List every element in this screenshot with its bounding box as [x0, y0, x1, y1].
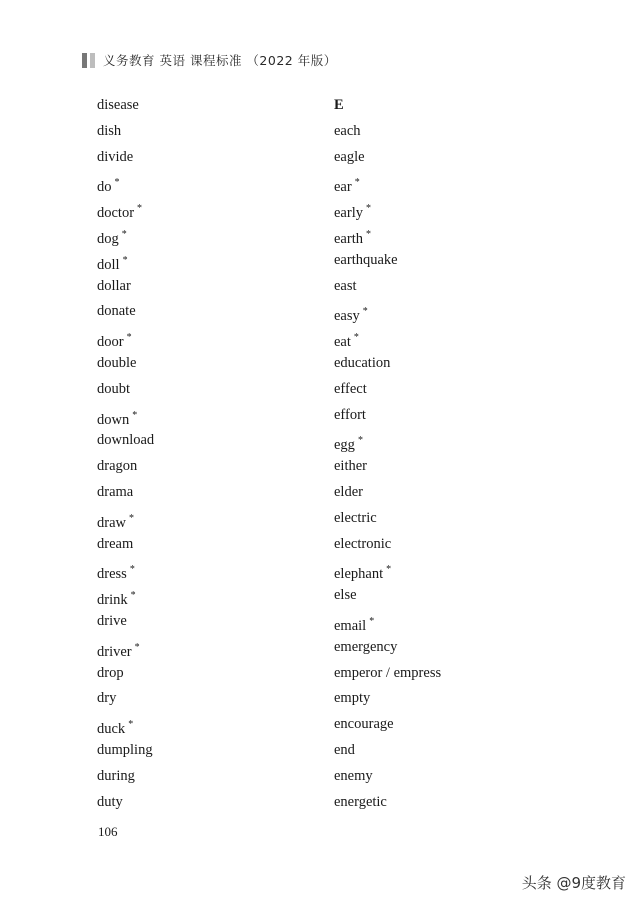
vocabulary-word — [334, 506, 441, 532]
word-text: eagle — [334, 148, 365, 165]
word-text: double — [97, 354, 137, 371]
vocabulary-word — [334, 635, 441, 661]
vocabulary-word — [334, 222, 441, 248]
vocabulary-word — [97, 248, 154, 274]
star-mark: * — [134, 641, 140, 653]
star-mark: * — [386, 564, 392, 576]
vocabulary-word — [97, 377, 154, 403]
vocabulary-word — [97, 454, 154, 480]
vocabulary-word — [334, 351, 441, 377]
vocabulary-word — [97, 635, 154, 661]
vocabulary-word — [97, 764, 154, 790]
word-text: enemy — [334, 767, 373, 784]
word-text: early — [334, 205, 363, 222]
vocabulary-word — [334, 583, 441, 609]
star-mark: * — [126, 332, 132, 344]
word-text: emperor / empress — [334, 664, 442, 681]
word-text: download — [97, 432, 155, 449]
word-text: do — [97, 179, 112, 196]
vocabulary-word — [334, 274, 441, 300]
vocabulary-word — [97, 661, 154, 687]
watermark: 头条 @9度教育 — [521, 874, 626, 892]
word-text: dog — [97, 230, 119, 247]
vocabulary-word — [97, 428, 154, 454]
header-title: 义务教育 英语 课程标准 （2022 年版） — [103, 53, 337, 68]
vocabulary-word — [334, 145, 441, 171]
word-text: E — [334, 97, 344, 113]
word-text: egg — [334, 437, 355, 454]
vocabulary-word — [97, 583, 154, 609]
word-text: dress — [97, 566, 127, 583]
word-text: effort — [334, 406, 366, 423]
word-text: email — [334, 617, 367, 634]
word-text: encourage — [334, 716, 394, 733]
header-bar-mark-light — [90, 53, 95, 68]
word-text: easy — [334, 308, 360, 325]
star-mark: * — [365, 228, 371, 240]
vocabulary-word — [334, 686, 441, 712]
word-text: end — [334, 741, 355, 758]
star-mark: * — [121, 228, 127, 240]
word-text: each — [334, 122, 361, 139]
word-text: drive — [97, 612, 127, 629]
header-bar-mark-dark — [82, 53, 87, 68]
word-text: driver — [97, 643, 132, 660]
word-text: disease — [97, 97, 139, 113]
star-mark: * — [353, 332, 359, 344]
word-text: donate — [97, 303, 136, 320]
vocabulary-word — [334, 454, 441, 480]
star-mark: * — [365, 203, 371, 215]
vocabulary-word — [97, 145, 154, 171]
vocabulary-word — [97, 93, 154, 119]
word-list-right — [334, 93, 441, 815]
vocabulary-word — [334, 790, 441, 816]
vocabulary-word — [97, 506, 154, 532]
vocabulary-word — [97, 403, 154, 429]
word-text: effect — [334, 380, 367, 397]
vocabulary-word — [334, 661, 441, 687]
word-text: dumpling — [97, 741, 153, 758]
vocabulary-word — [334, 557, 441, 583]
word-text: duty — [97, 793, 123, 810]
vocabulary-word — [97, 609, 154, 635]
star-mark: * — [137, 203, 143, 215]
vocabulary-word — [334, 738, 441, 764]
word-text: education — [334, 354, 391, 371]
vocabulary-word — [97, 119, 154, 145]
star-mark: * — [357, 435, 363, 447]
word-text: down — [97, 411, 130, 428]
vocabulary-word — [97, 196, 154, 222]
word-text: doubt — [97, 380, 131, 397]
vocabulary-word — [334, 119, 441, 145]
word-text: during — [97, 767, 135, 784]
word-text: drink — [97, 592, 128, 609]
vocabulary-word — [97, 325, 154, 351]
vocabulary-word — [97, 274, 154, 300]
star-mark: * — [129, 512, 134, 524]
star-mark: * — [132, 409, 138, 421]
word-text: empty — [334, 690, 371, 707]
word-text: door — [97, 334, 124, 351]
word-text: dry — [97, 690, 117, 707]
star-mark: * — [122, 254, 128, 266]
vocabulary-word — [334, 170, 441, 196]
word-text: draw — [97, 514, 126, 531]
vocabulary-word — [334, 764, 441, 790]
word-text: divide — [97, 148, 134, 165]
vocabulary-word — [97, 738, 154, 764]
running-header — [82, 50, 337, 70]
word-text: elephant — [334, 566, 384, 583]
star-mark: * — [369, 615, 375, 627]
word-text: drama — [97, 483, 134, 500]
vocabulary-word — [97, 686, 154, 712]
vocabulary-word — [334, 480, 441, 506]
vocabulary-word — [97, 712, 154, 738]
vocabulary-word — [97, 532, 154, 558]
word-text: electronic — [334, 535, 392, 552]
word-text: duck — [97, 721, 126, 738]
vocabulary-word — [334, 609, 441, 635]
star-mark: * — [130, 590, 136, 602]
vocabulary-word — [97, 170, 154, 196]
word-text: earthquake — [334, 251, 398, 268]
word-text: east — [334, 277, 357, 294]
vocabulary-word — [334, 712, 441, 738]
vocabulary-word — [97, 299, 154, 325]
vocabulary-word — [97, 351, 154, 377]
vocabulary-word — [334, 377, 441, 403]
vocabulary-word — [334, 299, 441, 325]
star-mark: * — [114, 177, 120, 189]
star-mark: * — [129, 564, 135, 576]
word-text: earth — [334, 230, 363, 247]
word-text: dish — [97, 122, 122, 139]
vocabulary-word — [334, 325, 441, 351]
vocabulary-word — [97, 480, 154, 506]
word-text: electric — [334, 509, 377, 526]
word-text: dream — [97, 535, 134, 552]
word-text: either — [334, 458, 368, 475]
star-mark: * — [354, 177, 360, 189]
word-text: emergency — [334, 638, 398, 655]
vocabulary-word — [334, 248, 441, 274]
word-text: elder — [334, 483, 363, 500]
word-text: else — [334, 587, 357, 604]
word-text: dollar — [97, 277, 131, 294]
vocabulary-word — [97, 557, 154, 583]
word-text: eat — [334, 334, 351, 351]
section-letter-heading — [334, 93, 441, 119]
page-number: 106 — [98, 824, 118, 839]
vocabulary-word — [334, 532, 441, 558]
word-text: energetic — [334, 793, 387, 810]
word-text: ear — [334, 179, 352, 196]
word-text: drop — [97, 664, 124, 681]
vocabulary-word — [334, 196, 441, 222]
word-text: doctor — [97, 205, 135, 222]
vocabulary-word — [97, 222, 154, 248]
word-text: dragon — [97, 458, 138, 475]
word-list-left — [97, 93, 154, 815]
vocabulary-word — [334, 403, 441, 429]
star-mark: * — [362, 306, 368, 318]
vocabulary-word — [334, 428, 441, 454]
star-mark: * — [128, 719, 134, 731]
vocabulary-word — [97, 790, 154, 816]
word-text: doll — [97, 256, 120, 273]
